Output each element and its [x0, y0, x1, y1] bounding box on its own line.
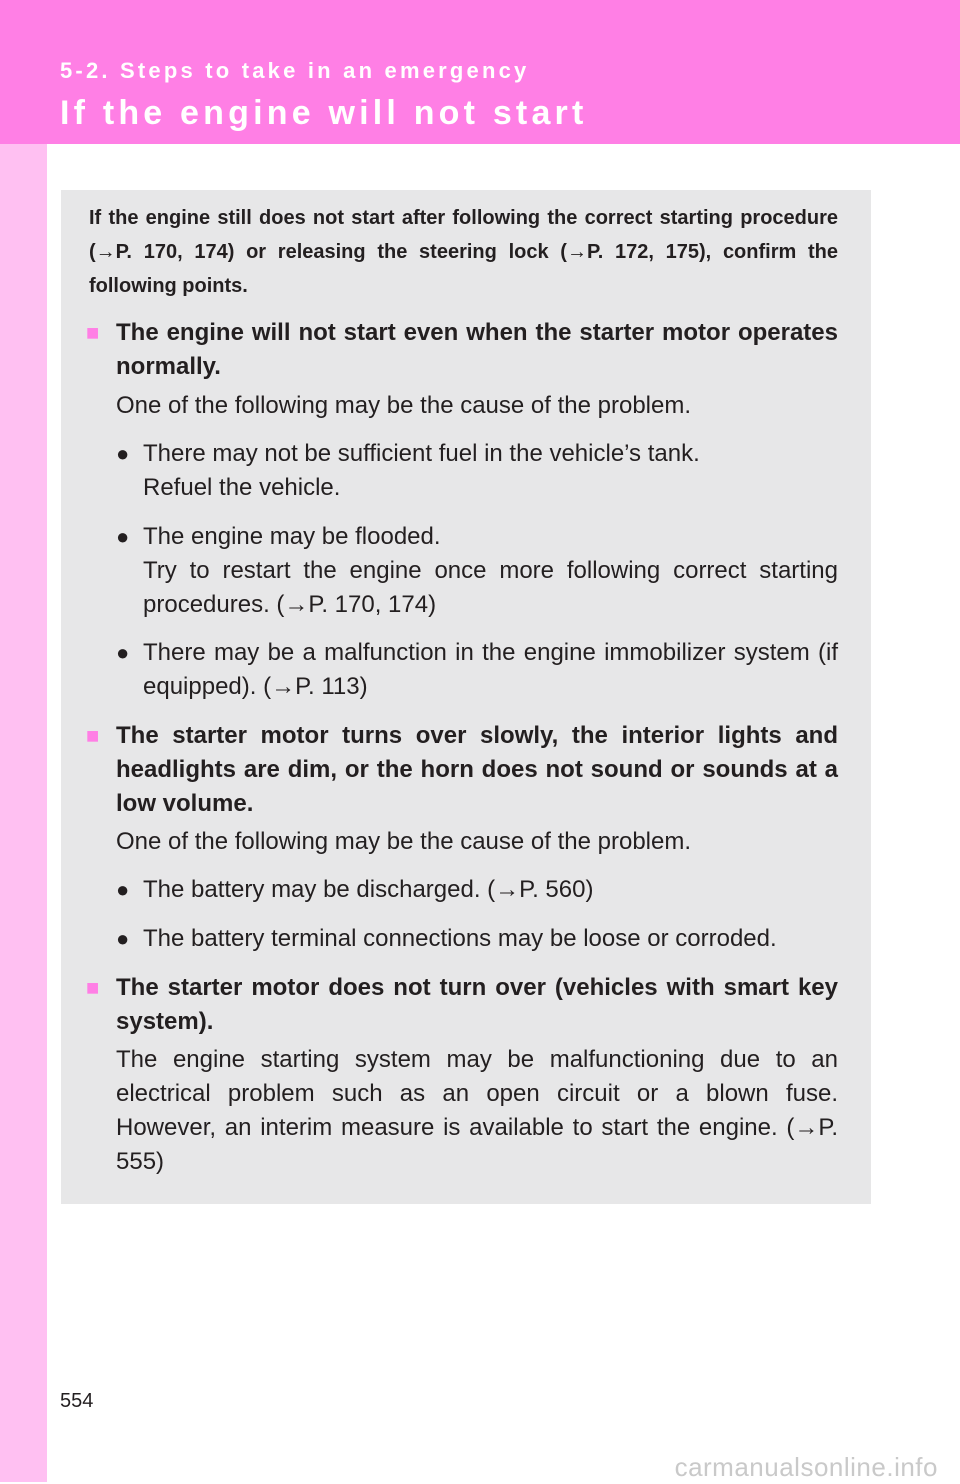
bullet-subtext: Refuel the vehicle. — [143, 474, 341, 501]
section-heading: The engine will not start even when the starter motor operates normally. — [116, 319, 838, 380]
page-title: If the engine will not start — [60, 94, 588, 132]
section-marker-icon: ■ — [86, 320, 100, 345]
side-strip — [0, 144, 47, 1482]
section-heading: The starter motor turns over slowly, the interior lights and headlights are dim, or the horn does not sound or sounds at a low volume. — [116, 722, 838, 817]
page-number: 554 — [60, 1390, 94, 1412]
watermark: carmanualsonline.info — [674, 1452, 938, 1482]
section-marker-icon: ■ — [86, 975, 100, 1000]
section-heading: The starter motor does not turn over (vehicles with smart key system). — [116, 974, 838, 1035]
section-lead: One of the following may be the cause of the problem. — [116, 828, 692, 855]
bullet-text: The battery may be discharged. (→P. 560) — [143, 876, 594, 903]
bullet-icon: ● — [116, 877, 130, 902]
bullet-text: There may be a malfunction in the engine immobilizer system (if equipped). (→P. 113) — [143, 639, 838, 700]
bullet-icon: ● — [116, 640, 130, 665]
bullet-icon: ● — [116, 441, 130, 466]
section-lead: The engine starting system may be malfunctioning due to an electrical problem such as an open circuit or a blown fuse. However, an interim measure is available to start the engine. (→P. 555) — [116, 1046, 838, 1175]
bullet-subtext: Try to restart the engine once more following correct starting procedures. (→P. 170, 174) — [143, 557, 838, 618]
section-lead: One of the following may be the cause of the problem. — [116, 392, 692, 419]
bullet-text: The battery terminal connections may be loose or corroded. — [143, 925, 777, 952]
section-marker-icon: ■ — [86, 723, 100, 748]
bullet-icon: ● — [116, 926, 130, 951]
bullet-icon: ● — [116, 524, 130, 549]
section-label: 5-2. Steps to take in an emergency — [60, 58, 530, 83]
intro-text: If the engine still does not start after following the correct starting procedure (→P. 170, 174) or releasing the steering lock (→P. 172, 175), confirm the following points. — [89, 207, 838, 297]
bullet-text: There may not be sufficient fuel in the vehicle’s tank. — [143, 440, 700, 467]
content-box — [61, 190, 871, 1204]
bullet-text: The engine may be flooded. — [143, 523, 441, 550]
